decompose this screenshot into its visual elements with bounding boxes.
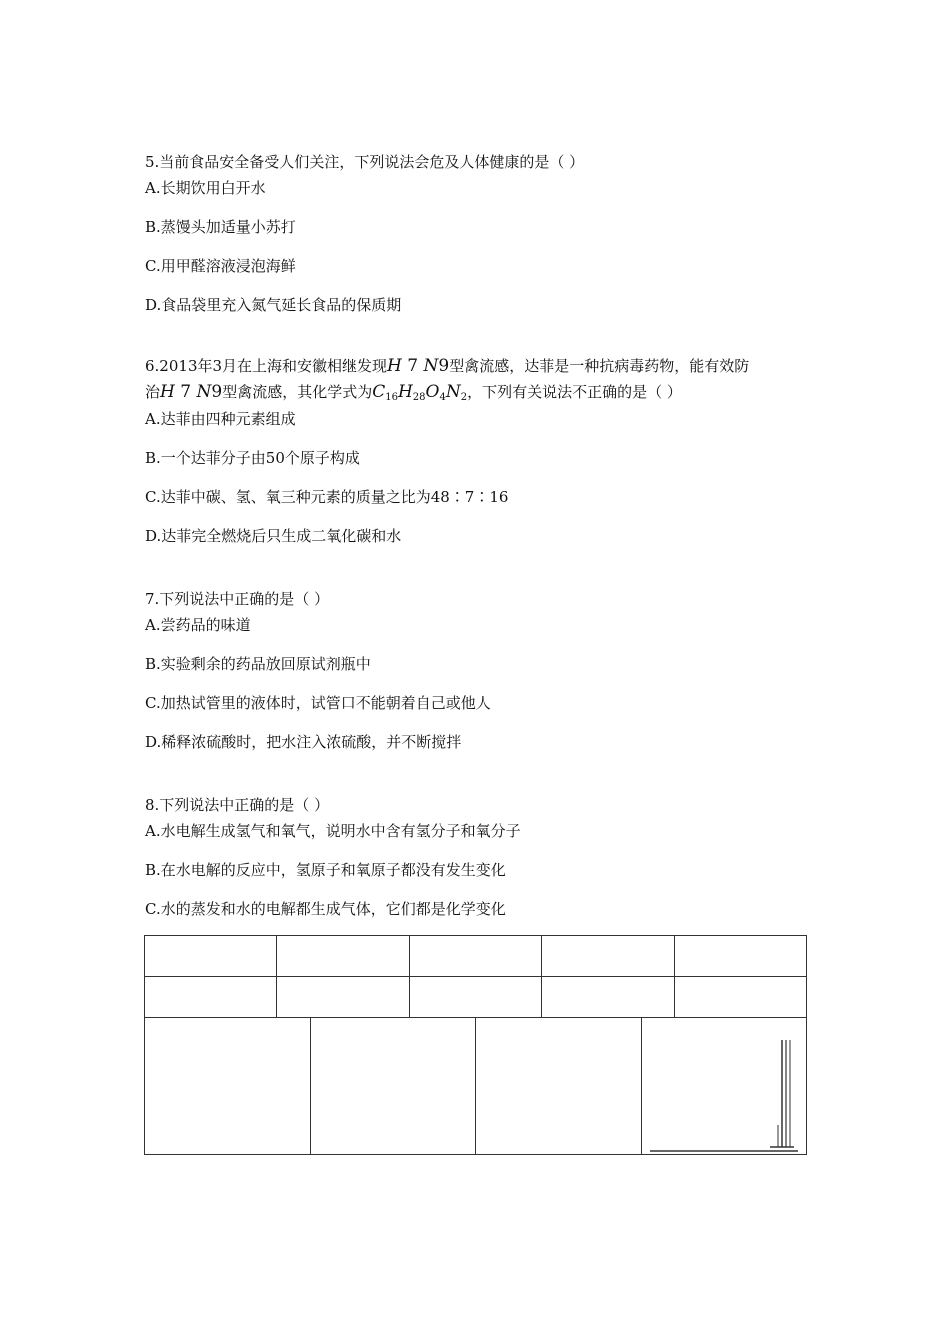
q6-option-b: B.一个达菲分子由50个原子构成	[145, 449, 360, 467]
q7-option-b: B.实验剩余的药品放回原试剂瓶中	[145, 655, 371, 673]
answer-cell	[542, 936, 674, 977]
answer-cell	[409, 936, 541, 977]
q6-stem-line2	[145, 382, 682, 402]
q6-stem-line1	[145, 356, 749, 376]
q6-line1-suffix: 型禽流感，达菲是一种抗病毒药物，能有效防	[449, 357, 750, 375]
q6-line1-prefix: 6.2013年3月在上海和安徽相继发现	[145, 357, 388, 375]
q6-line2-suffix: ，下列有关说法不正确的是（ ）	[467, 383, 682, 401]
q5-option-c: C.用甲醛溶液浸泡海鲜	[145, 257, 296, 275]
figure-panel	[476, 1018, 642, 1155]
q8-option-b: B.在水电解的反应中，氢原子和氧原子都没有发生变化	[145, 861, 506, 879]
virus-name-2: H 7 N9	[160, 382, 223, 402]
answer-cell	[674, 977, 806, 1018]
q7-option-a: A.尝药品的味道	[145, 616, 251, 634]
q6-option-d: D.达菲完全燃烧后只生成二氧化碳和水	[145, 527, 402, 545]
answer-cell	[277, 936, 409, 977]
q7-stem: 7.下列说法中正确的是（ ）	[145, 590, 330, 608]
q7-option-d: D.稀释浓硫酸时，把水注入浓硫酸，并不断搅拌	[145, 733, 462, 751]
figure-panel	[310, 1018, 476, 1155]
q6-line2-mid: 型禽流感，其化学式为	[222, 383, 373, 401]
q5-stem: 5.当前食品安全备受人们关注，下列说法会危及人体健康的是（ ）	[145, 153, 585, 171]
chemical-formula: $C_{16}H_{28}O_4N_2$	[372, 382, 468, 403]
answer-grid	[144, 935, 807, 1018]
answer-cell	[277, 977, 409, 1018]
answer-grid-row	[145, 936, 807, 977]
answer-cell	[409, 977, 541, 1018]
figure-panel	[145, 1018, 311, 1155]
answer-cell	[674, 936, 806, 977]
q6-option-c: C.达菲中碳、氢、氧三种元素的质量之比为48∶7∶16	[145, 488, 509, 506]
answer-grid-row	[145, 977, 807, 1018]
q5-option-d: D.食品袋里充入氮气延长食品的保质期	[145, 296, 402, 314]
answer-cell	[145, 936, 277, 977]
q8-option-a: A.水电解生成氢气和氧气，说明水中含有氢分子和氧分子	[145, 822, 521, 840]
q7-option-c: C.加热试管里的液体时，试管口不能朝着自己或他人	[145, 694, 491, 712]
q5-option-b: B.蒸馒头加适量小苏打	[145, 218, 296, 236]
q6-option-a: A.达菲由四种元素组成	[145, 410, 296, 428]
apparatus-figure	[642, 1030, 807, 1155]
answer-cell	[542, 977, 674, 1018]
q5-option-a: A.长期饮用白开水	[145, 179, 266, 197]
q8-stem: 8.下列说法中正确的是（ ）	[145, 796, 330, 814]
q6-line2-prefix: 治	[145, 383, 161, 401]
q8-option-c: C.水的蒸发和水的电解都生成气体，它们都是化学变化	[145, 900, 506, 918]
virus-name-1: H 7 N9	[387, 356, 450, 376]
answer-cell	[145, 977, 277, 1018]
